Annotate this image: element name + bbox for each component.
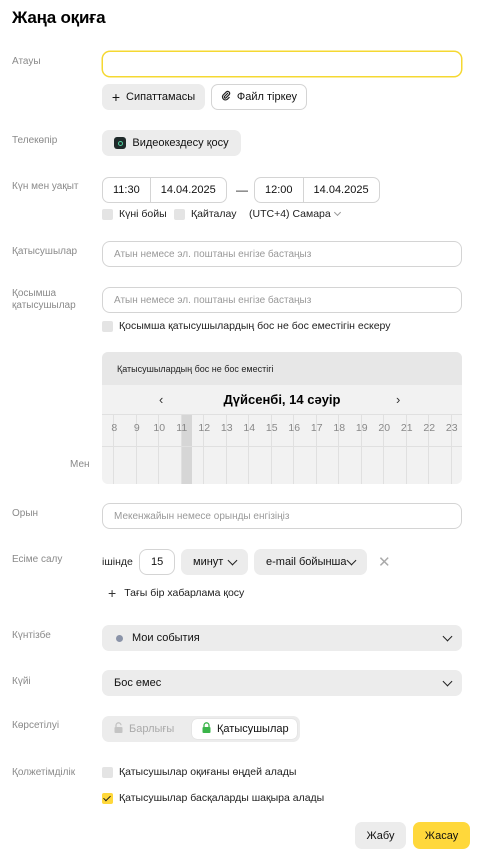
can-edit-box[interactable] (102, 767, 113, 778)
add-reminder-label: Тағы бір хабарлама қосу (124, 587, 245, 599)
access-label: Қолжетімділік (12, 767, 76, 778)
hour-label: 9 (133, 422, 140, 434)
hour-label: 13 (220, 422, 233, 434)
availability-grid (102, 352, 462, 484)
telemost-icon (114, 137, 126, 149)
can-invite-label: Қатысушылар басқаларды шақыра алады (119, 792, 325, 804)
schedule-date-nav (102, 385, 462, 415)
reminder-label: Есіме салу (12, 554, 63, 565)
all-day-checkbox[interactable] (102, 208, 167, 220)
location-label: Орын (12, 508, 39, 519)
extra-participants-label-line1: Қосымша (12, 288, 57, 299)
can-invite-box[interactable] (102, 793, 113, 804)
hour-label: 19 (355, 422, 368, 434)
name-input[interactable] (102, 51, 462, 77)
reminder-amount-input[interactable]: 15 (139, 549, 175, 575)
cancel-button[interactable]: Жабу (355, 822, 406, 849)
datetime-label: Күн мен уақыт (12, 181, 79, 192)
lock-icon (202, 722, 211, 736)
status-value: Бос емес (114, 677, 162, 689)
hour-label: 20 (378, 422, 391, 434)
timezone-select[interactable] (249, 208, 340, 220)
status-label: Күйі (12, 676, 31, 687)
end-time[interactable]: 12:00 (265, 184, 293, 196)
consider-busy-label: Қосымша қатысушылардың бос не бос еместігін ескеру (119, 320, 391, 332)
create-button[interactable]: Жасау (413, 822, 470, 849)
visibility-all-label: Барлығы (129, 723, 175, 735)
start-datetime-field[interactable] (102, 177, 227, 203)
chevron-down-icon (443, 631, 453, 641)
reminder-unit-select[interactable] (181, 549, 248, 575)
hour-label: 23 (445, 422, 458, 434)
hour-label: 22 (423, 422, 436, 434)
hour-column (445, 415, 463, 484)
chevron-down-icon (443, 676, 453, 686)
calendar-value: Мои события (132, 632, 200, 644)
repeat-box[interactable] (174, 209, 185, 220)
reminder-within: ішінде (102, 556, 133, 568)
visibility-participants-label: Қатысушылар (217, 723, 289, 735)
calendar-value-wrap (116, 632, 200, 644)
reminder-channel-value: e-mail бойынша (266, 556, 347, 568)
hour-label: 8 (111, 422, 118, 434)
can-invite-checkbox[interactable] (102, 792, 324, 804)
reminder-unit-value: минут (193, 556, 224, 568)
calendar-select[interactable] (102, 625, 462, 651)
all-day-box[interactable] (102, 209, 113, 220)
timezone-label: (UTC+4) Самара (249, 208, 331, 220)
chevron-right-icon[interactable]: › (396, 392, 401, 407)
hour-label: 16 (288, 422, 301, 434)
availability-header: Қатысушылардың бос не бос еместігі (102, 352, 462, 385)
start-date[interactable]: 14.04.2025 (150, 178, 226, 202)
telemost-label: Телекөпір (12, 135, 58, 146)
plus-icon: + (108, 585, 117, 601)
datetime-dash: — (236, 183, 248, 197)
can-edit-label: Қатысушылар оқиғаны өңдей алады (119, 766, 297, 778)
reminder-channel-select[interactable] (254, 549, 367, 575)
calendar-color-dot (116, 635, 123, 642)
plus-icon: + (111, 89, 121, 105)
hour-label: 10 (153, 422, 166, 434)
consider-busy-checkbox[interactable] (102, 320, 391, 332)
visibility-all-option[interactable] (114, 719, 174, 739)
add-description-button[interactable] (102, 84, 205, 110)
paperclip-icon (221, 90, 231, 104)
location-input[interactable]: Мекенжайын немесе орынды енгізіңіз (102, 503, 462, 529)
status-select[interactable] (102, 670, 462, 696)
name-label: Атауы (12, 56, 41, 67)
attach-button-label: Файл тіркеу (236, 91, 298, 103)
can-edit-checkbox[interactable] (102, 766, 296, 778)
visibility-participants-option[interactable] (192, 719, 297, 739)
description-button-label: Сипаттамасы (126, 91, 196, 103)
hour-label: 17 (310, 422, 323, 434)
visibility-label: Көрсетілуі (12, 720, 60, 731)
hour-label: 21 (400, 422, 413, 434)
calendar-label: Күнтізбе (12, 630, 51, 641)
repeat-checkbox[interactable] (174, 208, 236, 220)
repeat-label: Қайталау (191, 208, 237, 220)
video-button-label: Видеокездесу қосу (132, 137, 229, 149)
participants-input[interactable]: Атын немесе эл. поштаны енгізе бастаңыз (102, 241, 462, 267)
end-date[interactable]: 14.04.2025 (303, 178, 379, 202)
chevron-down-icon (347, 555, 357, 565)
schedule-date: Дүйсенбі, 14 сәуір (223, 392, 341, 407)
chevron-down-icon (334, 209, 341, 216)
lock-icon (114, 722, 123, 736)
chevron-left-icon[interactable]: ‹ (159, 392, 164, 407)
start-time[interactable]: 11:30 (113, 184, 140, 196)
schedule-row-label: Мен (70, 459, 90, 470)
extra-participants-label (12, 288, 76, 312)
chevron-down-icon (228, 555, 238, 565)
all-day-label: Күні бойы (119, 208, 167, 220)
page-title: Жаңа оқиға (12, 8, 106, 27)
hour-label: 11 (176, 422, 188, 434)
extra-participants-input[interactable]: Атын немесе эл. поштаны енгізе бастаңыз (102, 287, 462, 313)
hour-columns (102, 415, 462, 484)
extra-participants-label-line2: қатысушылар (12, 300, 76, 311)
add-video-meeting-button[interactable] (102, 130, 241, 156)
visibility-toggle[interactable] (102, 716, 300, 742)
attach-file-button[interactable] (211, 84, 307, 110)
hour-label: 12 (198, 422, 211, 434)
close-icon[interactable]: ✕ (378, 554, 391, 571)
end-datetime-field[interactable] (254, 177, 380, 203)
participants-label: Қатысушылар (12, 246, 78, 257)
add-reminder-button[interactable] (108, 587, 244, 599)
consider-busy-box[interactable] (102, 321, 113, 332)
hour-label: 14 (243, 422, 256, 434)
hour-label: 18 (333, 422, 346, 434)
hour-label: 15 (265, 422, 278, 434)
